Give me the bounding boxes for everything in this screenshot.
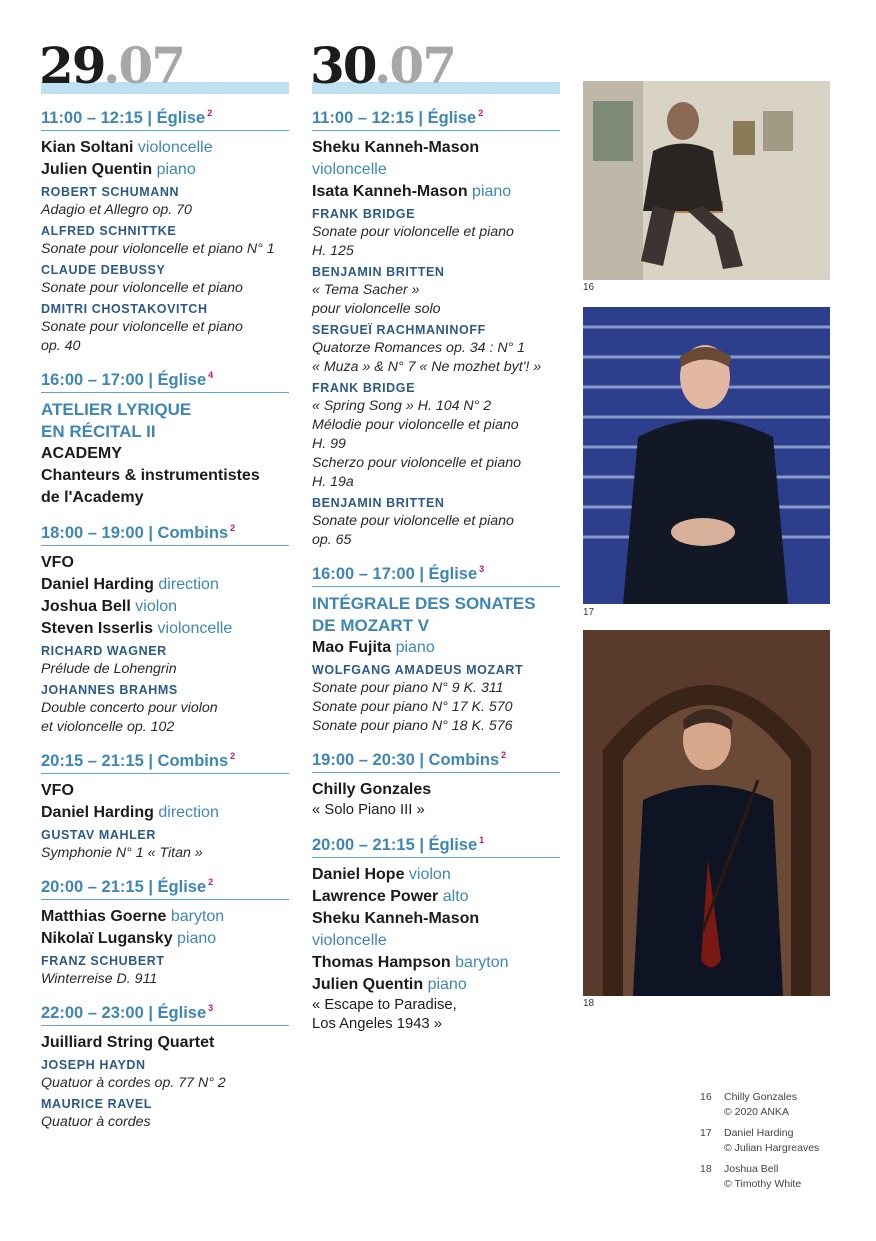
venue-number: 3 bbox=[479, 564, 485, 574]
performer-line bbox=[41, 159, 289, 181]
work-title: Quatuor à cordes op. 77 N° 2 bbox=[41, 1075, 226, 1091]
composer-name: BENJAMIN BRITTEN bbox=[312, 496, 445, 510]
credit-number: 17 bbox=[700, 1127, 712, 1139]
performer-name: Julien Quentin bbox=[41, 161, 153, 178]
work-title: Double concerto pour violon et violoncelle op. 102 bbox=[41, 700, 218, 735]
performer-role: direction bbox=[158, 576, 219, 593]
date-day: 30 bbox=[310, 36, 376, 95]
program-note: « Escape to Paradise, Los Angeles 1943 » bbox=[312, 996, 457, 1032]
performer-line bbox=[41, 552, 289, 574]
time-venue-text: 22:00 – 23:00 | Église bbox=[41, 1004, 207, 1022]
performer-line bbox=[41, 780, 289, 802]
work-title: Prélude de Lohengrin bbox=[41, 661, 177, 677]
composer-name: FRANZ SCHUBERT bbox=[41, 954, 165, 968]
photo-daniel-harding bbox=[583, 307, 830, 604]
composer-name: MAURICE RAVEL bbox=[41, 1097, 153, 1111]
time-venue-text: 20:00 – 21:15 | Église bbox=[312, 835, 478, 854]
event-block bbox=[41, 1003, 289, 1132]
work-title: Sonate pour piano N° 9 K. 311 Sonate pour piano N° 17 K. 570 Sonate pour piano N° 18 K. 576 bbox=[312, 680, 513, 734]
composer-name: FRANK BRIDGE bbox=[312, 207, 416, 221]
performer-line bbox=[312, 930, 560, 952]
credit-text: Daniel Harding © Julian Hargreaves bbox=[724, 1127, 820, 1154]
performer-name: VFO bbox=[41, 782, 74, 799]
performer-line bbox=[312, 974, 560, 996]
event-time-venue bbox=[41, 108, 289, 131]
performer-line bbox=[41, 928, 289, 950]
composer-name: CLAUDE DEBUSSY bbox=[41, 263, 166, 277]
performer-line bbox=[312, 886, 560, 908]
event-block bbox=[41, 751, 289, 863]
performer-name: Julien Quentin bbox=[312, 975, 424, 993]
event-time-venue bbox=[312, 108, 560, 131]
event-time-venue bbox=[312, 564, 560, 587]
composer-name: FRANK BRIDGE bbox=[312, 381, 416, 395]
event-time-venue bbox=[41, 523, 289, 546]
photo-chilly-gonzales bbox=[583, 81, 830, 280]
composer-name: ROBERT SCHUMANN bbox=[41, 185, 180, 199]
event-title: INTÉGRALE DES SONATES bbox=[312, 594, 536, 613]
performer-name: Matthias Goerne bbox=[41, 908, 167, 925]
performer-line bbox=[41, 906, 289, 928]
performer-role: violon bbox=[408, 865, 451, 883]
time-venue-text: 11:00 – 12:15 | Église bbox=[312, 109, 477, 127]
performer-line bbox=[41, 137, 289, 159]
performer-line bbox=[312, 864, 560, 886]
date-month: .07 bbox=[103, 36, 184, 95]
work-title: Sonate pour violoncelle et piano op. 65 bbox=[312, 513, 514, 548]
composer-name: BENJAMIN BRITTEN bbox=[312, 265, 445, 279]
work-title: Quatuor à cordes bbox=[41, 1114, 151, 1130]
performer-line bbox=[41, 443, 289, 465]
performer-name: Nikolaï Lugansky bbox=[41, 930, 173, 947]
performer-line bbox=[312, 779, 560, 801]
performer-role: violoncelle bbox=[137, 139, 213, 156]
work-title: Sonate pour violoncelle et piano op. 40 bbox=[41, 319, 243, 354]
performer-role: piano bbox=[156, 161, 196, 178]
event-block bbox=[312, 835, 560, 1035]
event-time-venue bbox=[41, 751, 289, 774]
performer-line bbox=[312, 908, 560, 930]
date-day: 29 bbox=[39, 36, 105, 95]
work-title: Sonate pour violoncelle et piano bbox=[41, 280, 243, 296]
column-29-07 bbox=[39, 36, 289, 1146]
event-time-venue bbox=[312, 750, 560, 773]
photo-joshua-bell bbox=[583, 630, 830, 996]
event-time-venue bbox=[41, 370, 289, 393]
date-heading bbox=[310, 36, 560, 96]
performer-line bbox=[41, 487, 289, 509]
credit-17 bbox=[700, 1126, 850, 1156]
venue-number: 3 bbox=[208, 1003, 214, 1013]
time-venue-text: 11:00 – 12:15 | Église bbox=[41, 109, 206, 127]
work-title: Winterreise D. 911 bbox=[41, 971, 158, 987]
performer-role: baryton bbox=[170, 908, 225, 925]
event-block bbox=[41, 370, 289, 509]
work-title: « Tema Sacher » pour violoncelle solo bbox=[312, 282, 441, 317]
composer-name: WOLFGANG AMADEUS MOZART bbox=[312, 663, 524, 677]
time-venue-text: 19:00 – 20:30 | Combins bbox=[312, 751, 500, 769]
performer-role: alto bbox=[442, 887, 469, 905]
date-month: .07 bbox=[374, 36, 455, 95]
time-venue-text: 16:00 – 17:00 | Église bbox=[312, 565, 478, 583]
performer-line bbox=[312, 952, 560, 974]
composer-name: GUSTAV MAHLER bbox=[41, 828, 156, 842]
performer-name: Isata Kanneh-Mason bbox=[312, 183, 468, 200]
credit-number: 16 bbox=[700, 1091, 712, 1103]
performer-name: ACADEMY bbox=[41, 445, 122, 462]
performer-name: Joshua Bell bbox=[41, 598, 131, 615]
credit-16 bbox=[700, 1090, 850, 1120]
performer-name: de l'Academy bbox=[41, 489, 144, 506]
venue-number: 4 bbox=[208, 370, 214, 380]
performer-role: direction bbox=[158, 804, 219, 821]
performer-line bbox=[312, 637, 560, 659]
venue-number: 2 bbox=[208, 877, 214, 887]
performer-role: piano bbox=[472, 183, 512, 200]
performer-line bbox=[312, 159, 560, 181]
program-note: « Solo Piano III » bbox=[312, 802, 425, 818]
column-30-07 bbox=[310, 36, 560, 1049]
performer-name: Lawrence Power bbox=[312, 887, 439, 905]
performer-line bbox=[41, 574, 289, 596]
performer-name: Chilly Gonzales bbox=[312, 781, 432, 798]
work-title: Adagio et Allegro op. 70 bbox=[41, 202, 192, 218]
work-title: Sonate pour violoncelle et piano H. 125 bbox=[312, 224, 514, 259]
time-venue-text: 18:00 – 19:00 | Combins bbox=[41, 524, 229, 542]
performer-name: Daniel Harding bbox=[41, 804, 154, 821]
time-venue-text: 16:00 – 17:00 | Église bbox=[41, 371, 207, 389]
performer-line bbox=[41, 618, 289, 640]
performer-role: violoncelle bbox=[312, 161, 387, 178]
composer-name: RICHARD WAGNER bbox=[41, 644, 167, 658]
credit-number: 18 bbox=[700, 1163, 712, 1175]
venue-number: 2 bbox=[478, 108, 484, 118]
photo-number-17: 17 bbox=[583, 607, 595, 618]
performer-role: piano bbox=[395, 639, 435, 656]
venue-number: 2 bbox=[501, 750, 507, 760]
event-time-venue bbox=[41, 1003, 289, 1026]
event-title: EN RÉCITAL II bbox=[41, 422, 156, 441]
composer-name: SERGUEÏ RACHMANINOFF bbox=[312, 323, 486, 337]
event-time-venue bbox=[312, 835, 560, 858]
venue-number: 1 bbox=[479, 834, 485, 845]
performer-role: violon bbox=[135, 598, 178, 615]
performer-line bbox=[312, 137, 560, 159]
photo-number-16: 16 bbox=[583, 282, 595, 293]
venue-number: 2 bbox=[230, 523, 236, 533]
event-title: DE MOZART V bbox=[312, 616, 430, 635]
venue-number: 2 bbox=[230, 751, 236, 761]
composer-name: JOSEPH HAYDN bbox=[41, 1058, 146, 1072]
time-venue-text: 20:15 – 21:15 | Combins bbox=[41, 752, 229, 770]
composer-name: ALFRED SCHNITTKE bbox=[41, 224, 177, 238]
performer-name: Steven Isserlis bbox=[41, 620, 154, 637]
performer-line bbox=[41, 802, 289, 824]
work-title: Quatorze Romances op. 34 : N° 1 « Muza » & N° 7 « Ne mozhet byt'! » bbox=[312, 340, 542, 375]
event-block bbox=[312, 750, 560, 821]
performer-name: Juilliard String Quartet bbox=[41, 1034, 215, 1051]
event-block bbox=[41, 523, 289, 737]
event-title: ATELIER LYRIQUE bbox=[41, 400, 192, 419]
performer-name: Mao Fujita bbox=[312, 639, 392, 656]
performer-name: Thomas Hampson bbox=[312, 953, 451, 971]
credit-text: Joshua Bell © Timothy White bbox=[724, 1163, 802, 1190]
event-block bbox=[41, 877, 289, 989]
performer-name: Daniel Harding bbox=[41, 576, 154, 593]
performer-line bbox=[312, 181, 560, 203]
performer-role: violoncelle bbox=[312, 931, 387, 949]
performer-line bbox=[41, 1032, 289, 1054]
composer-name: JOHANNES BRAHMS bbox=[41, 683, 178, 697]
time-venue-text: 20:00 – 21:15 | Église bbox=[41, 878, 207, 896]
performer-role: violoncelle bbox=[157, 620, 233, 637]
performer-name: Kian Soltani bbox=[41, 139, 134, 156]
performer-line bbox=[41, 465, 289, 487]
event-block bbox=[41, 108, 289, 356]
performer-line bbox=[41, 596, 289, 618]
work-title: Sonate pour violoncelle et piano N° 1 bbox=[41, 241, 275, 257]
date-heading bbox=[39, 36, 289, 96]
event-block bbox=[312, 564, 560, 736]
venue-number: 2 bbox=[207, 108, 213, 118]
performer-role: piano bbox=[427, 975, 467, 993]
performer-name: Sheku Kanneh-Mason bbox=[312, 139, 480, 156]
composer-name: DMITRI CHOSTAKOVITCH bbox=[41, 302, 208, 316]
performer-name: Sheku Kanneh-Mason bbox=[312, 909, 480, 927]
event-block bbox=[312, 108, 560, 550]
credit-text: Chilly Gonzales © 2020 ANKA bbox=[724, 1091, 797, 1118]
work-title: « Spring Song » H. 104 N° 2 Mélodie pour violoncelle et piano H. 99 Scherzo pour violoncelle et piano H. 19a bbox=[312, 398, 522, 490]
credit-18 bbox=[700, 1162, 850, 1192]
photo-credits bbox=[700, 1090, 850, 1198]
performer-role: piano bbox=[177, 930, 217, 947]
performer-name: Chanteurs & instrumentistes bbox=[41, 467, 260, 484]
performer-role: baryton bbox=[455, 953, 509, 971]
performer-name: VFO bbox=[41, 554, 74, 571]
work-title: Symphonie N° 1 « Titan » bbox=[41, 845, 203, 861]
photo-number-18: 18 bbox=[583, 998, 595, 1009]
performer-name: Daniel Hope bbox=[312, 865, 405, 883]
event-time-venue bbox=[41, 877, 289, 900]
